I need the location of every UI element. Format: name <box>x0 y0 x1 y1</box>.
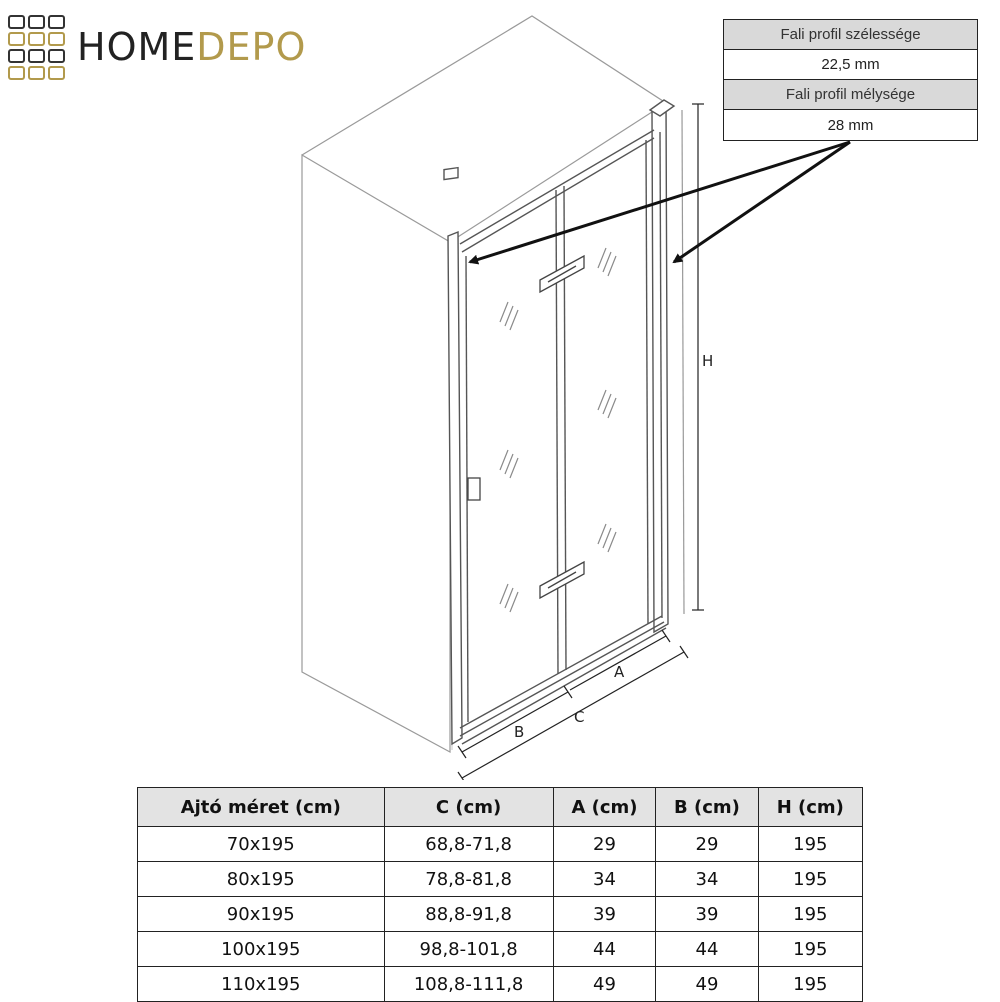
spec-width-label: Fali profil szélessége <box>724 20 977 50</box>
b-label: B <box>514 723 525 741</box>
door-handle <box>468 478 480 500</box>
logo-wordmark: HOMEDEPO <box>77 25 307 69</box>
side-wall <box>302 155 450 752</box>
bottom-threshold <box>460 616 662 728</box>
spec-depth-label: Fali profil mélysége <box>724 80 977 110</box>
h-label: H <box>702 352 714 370</box>
b-dimension-line <box>462 692 568 752</box>
table-row: 110x195 108,8-111,8 49 49 195 <box>138 967 863 1002</box>
col-door-size: Ajtó méret (cm) <box>138 788 385 827</box>
callout-arrow-right <box>674 142 850 262</box>
col-c: C (cm) <box>384 788 553 827</box>
table-row: 80x195 78,8-81,8 34 34 195 <box>138 862 863 897</box>
top-rail <box>460 130 654 244</box>
table-row: 90x195 88,8-91,8 39 39 195 <box>138 897 863 932</box>
col-h: H (cm) <box>758 788 862 827</box>
a-label: A <box>614 663 625 681</box>
spec-width-value: 22,5 mm <box>724 50 977 80</box>
c-label: C <box>574 708 585 726</box>
spec-depth-value: 28 mm <box>724 110 977 140</box>
table-header-row <box>138 788 863 827</box>
table-row: 100x195 98,8-101,8 44 44 195 <box>138 932 863 967</box>
col-b: B (cm) <box>656 788 758 827</box>
table-row: 70x195 68,8-71,8 29 29 195 <box>138 827 863 862</box>
col-a: A (cm) <box>553 788 656 827</box>
wall-outline <box>302 16 666 610</box>
size-table <box>137 787 863 1002</box>
c-dimension-line <box>462 652 684 778</box>
